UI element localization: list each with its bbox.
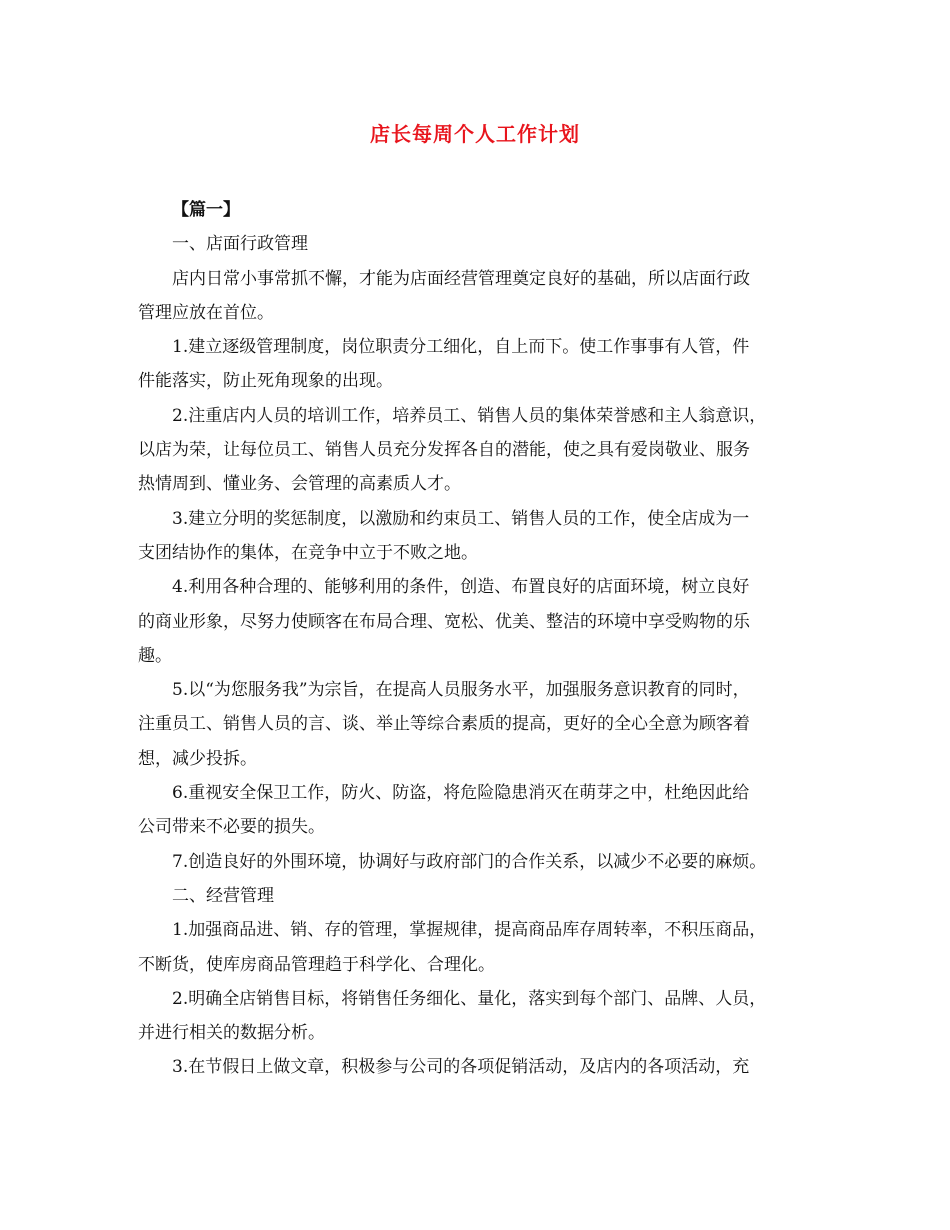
text-line: 7.创造良好的外围环境，协调好与政府部门的合作关系，以减少不必要的麻烦。: [172, 851, 767, 872]
text-line: 趣。: [138, 645, 172, 666]
text-line: 【篇一】: [172, 200, 240, 220]
text-line: 店内日常小事常抓不懈，才能为店面经营管理奠定良好的基础，所以店面行政: [172, 268, 750, 289]
text-line: 一、店面行政管理: [172, 234, 308, 255]
text-line: 3.在节假日上做文章，积极参与公司的各项促销活动，及店内的各项活动，充: [172, 1057, 750, 1078]
document-title: 店长每周个人工作计划: [370, 122, 580, 146]
text-line: 2.明确全店销售目标，将销售任务细化、量化，落实到每个部门、品牌、人员，: [172, 988, 767, 1009]
text-line: 6.重视安全保卫工作，防火、防盗，将危险隐患消灭在萌芽之中，杜绝因此给: [172, 783, 750, 804]
text-line: 件能落实，防止死角现象的出现。: [138, 371, 393, 392]
text-line: 1.加强商品进、销、存的管理，掌握规律，提高商品库存周转率，不积压商品，: [172, 920, 767, 941]
text-line: 支团结协作的集体，在竞争中立于不败之地。: [138, 542, 478, 563]
document-body: [138, 193, 828, 1085]
text-line: 2.注重店内人员的培训工作，培养员工、销售人员的集体荣誉感和主人翁意识，: [172, 405, 767, 426]
text-line: 管理应放在首位。: [138, 302, 274, 323]
text-line: 5.以“为您服务我”为宗旨，在提高人员服务水平，加强服务意识教育的同时，: [172, 680, 750, 701]
text-line: 二、经营管理: [172, 885, 274, 906]
text-line: 公司带来不必要的损失。: [138, 817, 325, 838]
text-line: 不断货，使库房商品管理趋于科学化、合理化。: [138, 954, 495, 975]
text-line: 并进行相关的数据分析。: [138, 1023, 325, 1044]
text-line: 热情周到、懂业务、会管理的高素质人才。: [138, 474, 461, 495]
text-line: 的商业形象，尽努力使顾客在布局合理、宽松、优美、整洁的环境中享受购物的乐: [138, 611, 750, 632]
text-line: 以店为荣，让每位员工、销售人员充分发挥各自的潜能，使之具有爱岗敬业、服务: [138, 440, 750, 461]
text-line: 想，减少投拆。: [138, 748, 257, 769]
text-line: 1.建立逐级管理制度，岗位职责分工细化，自上而下。使工作事事有人管，件: [172, 337, 750, 358]
text-line: 注重员工、销售人员的言、谈、举止等综合素质的提高，更好的全心全意为顾客着: [138, 714, 750, 735]
text-line: 3.建立分明的奖惩制度，以激励和约束员工、销售人员的工作，使全店成为一: [172, 508, 750, 529]
text-line: 4.利用各种合理的、能够利用的条件，创造、布置良好的店面环境，树立良好: [172, 577, 750, 598]
